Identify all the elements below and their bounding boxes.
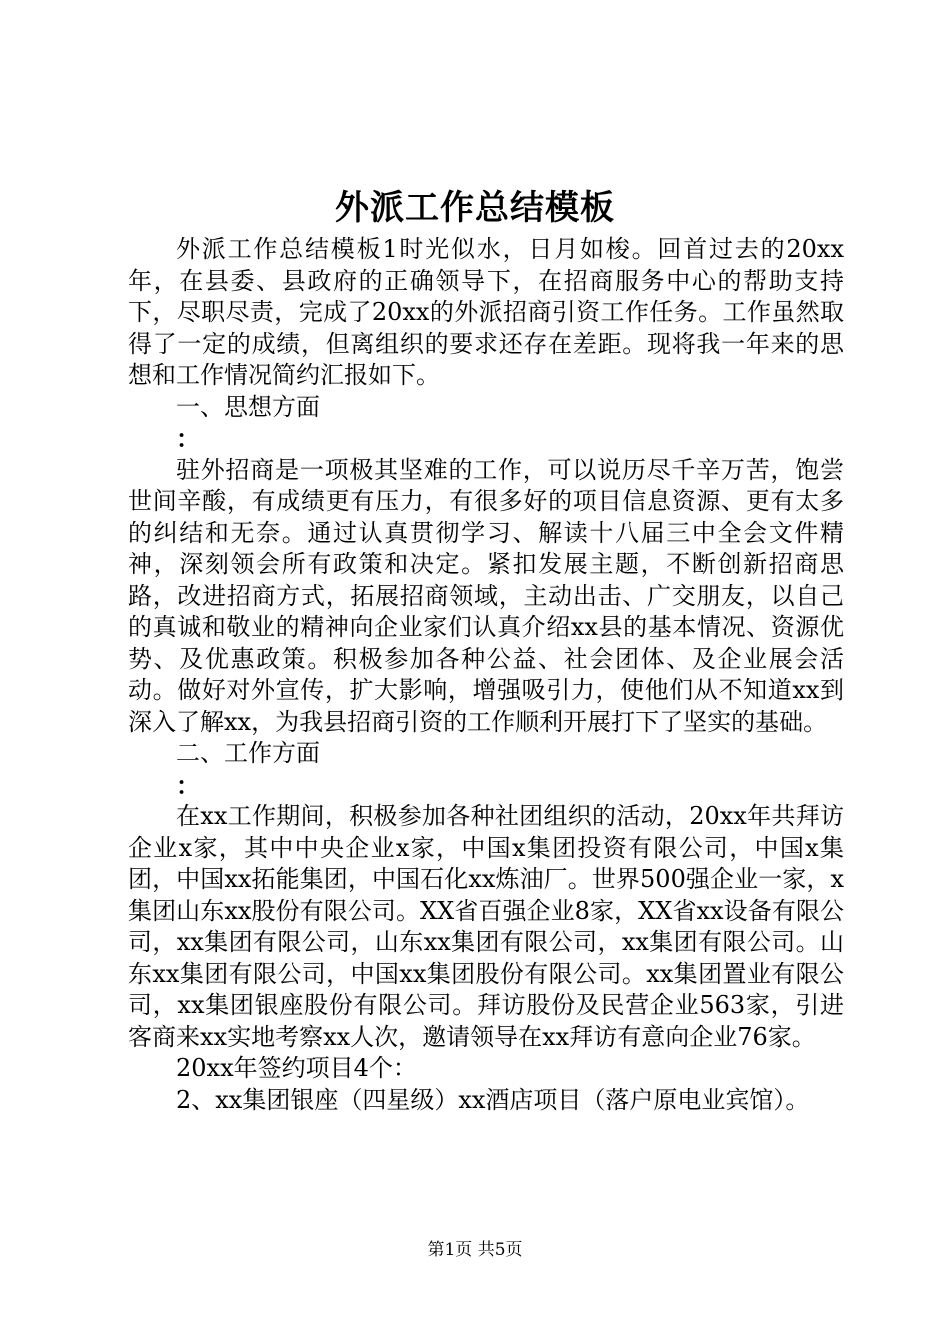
document-body xyxy=(128,234,844,1116)
paragraph-intro: 外派工作总结模板1时光似水，日月如梭。回首过去的20xx年，在县委、县政府的正确领导下，在招商服务中心的帮助支持下，尽职尽责，完成了20xx的外派招商引资工作任务。工作虽然取得了一定的成绩，但离组织的要求还存在差距。现将我一年来的思想和工作情况简约汇报如下。 xyxy=(128,235,844,389)
document-title: 外派工作总结模板 xyxy=(335,188,615,228)
paragraph-projects-heading: 20xx年签约项目4个： xyxy=(176,1054,417,1082)
section-heading-work: 二、工作方面 xyxy=(176,739,320,767)
paragraph-work: 在xx工作期间，积极参加各种社团组织的活动，20xx年共拜访企业x家，其中中央企业x家，中国x集团投资有限公司，中国x集团，中国xx拓能集团，中国石化xx炼油厂。世界500强企业一家，x集团山东xx股份有限公司。XX省百强企业8家，XX省xx设备有限公司，xx集团有限公司，山东xx集团有限公司，xx集团有限公司。山东xx集团有限公司，中国xx集团股份有限公司。xx集团置业有限公司，xx集团银座股份有限公司。拜访股份及民营企业563家，引进客商来xx实地考察xx人次，邀请领导在xx拜访有意向企业76家。 xyxy=(128,802,844,1051)
section-heading-thought: 一、思想方面 xyxy=(176,392,320,421)
section-colon: ： xyxy=(176,770,200,800)
page-footer: 第1页 共5页 xyxy=(427,1240,523,1260)
paragraph-thought: 驻外招商是一项极其坚难的工作，可以说历尽千辛万苦，饱尝世间辛酸，有成绩更有压力，有很多好的项目信息资源、更有太多的纠结和无奈。通过认真贯彻学习、解读十八届三中全会文件精神，深刻领会所有政策和决定。紧扣发展主题，不断创新招商思路，改进招商方式，拓展招商领域，主动出击、广交朋友，以自己的真诚和敬业的精神向企业家们认真介绍xx县的基本情况、资源优势、及优惠政策。积极参加各种公益、社会团体、及企业展会活动。做好对外宣传，扩大影响，增强吸引力，使他们从不知道xx到深入了解xx，为我县招商引资的工作顺利开展打下了坚实的基础。 xyxy=(128,455,844,736)
section-colon: ： xyxy=(176,424,200,453)
paragraph-project-item: 2、xx集团银座（四星级）xx酒店项目（落户原电业宾馆）。 xyxy=(176,1085,810,1114)
